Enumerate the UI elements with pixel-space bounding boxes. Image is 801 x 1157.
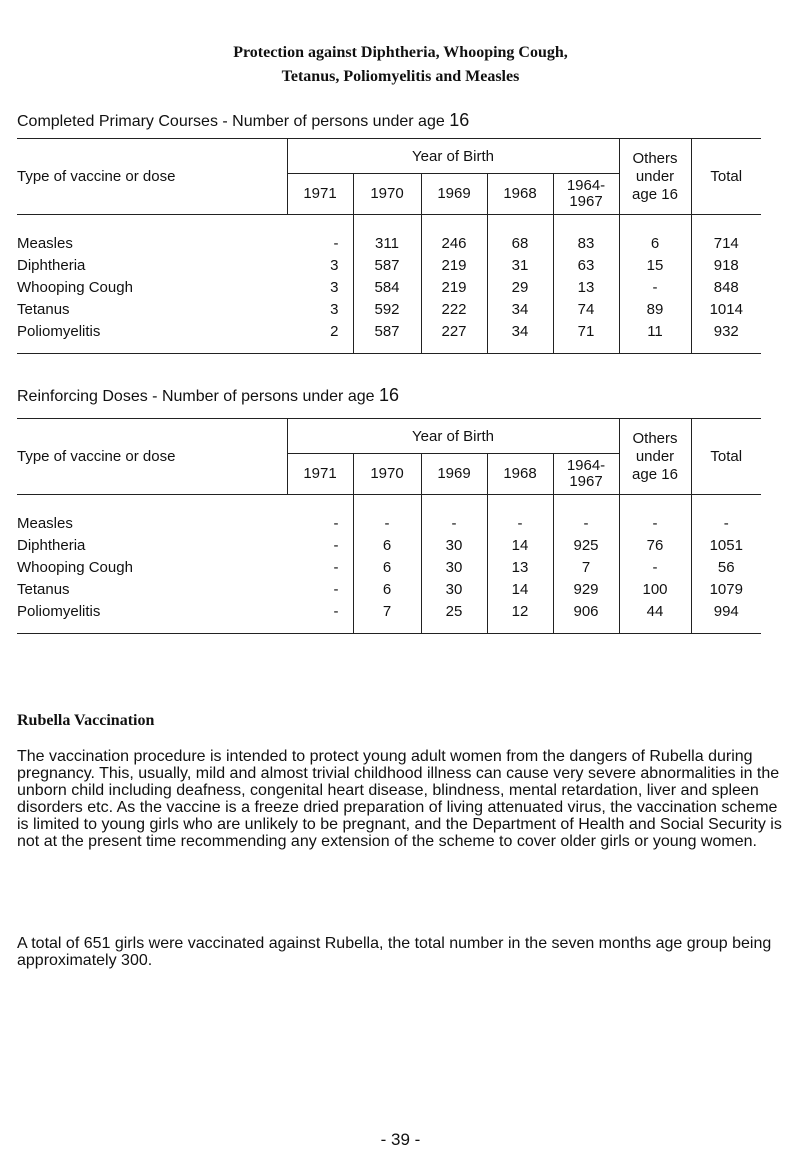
table-row xyxy=(17,255,761,277)
table-cell: 15 xyxy=(619,255,691,277)
row-label: Poliomyelitis xyxy=(17,321,287,354)
table-cell: 1051 xyxy=(691,535,761,557)
year-header: 1970 xyxy=(353,174,421,215)
table-cell: 219 xyxy=(421,277,487,299)
year-header: 1968 xyxy=(487,174,553,215)
table-cell: - xyxy=(333,559,339,576)
page-number: - 39 - xyxy=(380,1130,421,1149)
completed-heading-text: Completed Primary Courses - Number of persons under age xyxy=(17,113,445,130)
table-cell: 25 xyxy=(421,601,487,634)
table-cell: - xyxy=(553,495,619,536)
row-label: Diphtheria xyxy=(17,257,86,274)
table-cell: 68 xyxy=(487,215,553,256)
table-cell: 2 xyxy=(287,321,353,354)
table-cell: 30 xyxy=(421,557,487,579)
table-row xyxy=(17,215,761,256)
row-label: Measles xyxy=(17,515,73,532)
table-cell: 932 xyxy=(691,321,761,354)
total-header: Total xyxy=(691,419,761,495)
year-header: 1964- 1967 xyxy=(553,454,619,495)
table-cell: 6 xyxy=(619,215,691,256)
table-cell: 848 xyxy=(691,277,761,299)
table-cell: 6 xyxy=(353,579,421,601)
table-cell: 994 xyxy=(691,601,761,634)
table-cell: 44 xyxy=(619,601,691,634)
page-title-line1: Protection against Diphtheria, Whooping Cough, xyxy=(233,44,568,61)
table-row xyxy=(17,277,761,299)
reinforcing-doses-table xyxy=(17,418,761,634)
table-cell: 34 xyxy=(487,299,553,321)
table-cell: 227 xyxy=(421,321,487,354)
table-cell: 3 xyxy=(330,279,339,296)
table-cell: 7 xyxy=(353,601,421,634)
type-header: Type of vaccine or dose xyxy=(17,139,287,215)
table-cell: 12 xyxy=(487,601,553,634)
table-cell: 219 xyxy=(421,255,487,277)
table-cell: 7 xyxy=(553,557,619,579)
table-row xyxy=(17,557,761,579)
table-cell: 584 xyxy=(353,277,421,299)
table-cell: 30 xyxy=(421,579,487,601)
header-row xyxy=(17,139,761,174)
completed-heading-age: 16 xyxy=(449,110,470,130)
row-label: Tetanus xyxy=(17,301,70,318)
table-cell: - xyxy=(287,601,353,634)
table-cell: 100 xyxy=(619,579,691,601)
table-cell: 714 xyxy=(691,215,761,256)
table-cell: - xyxy=(353,495,421,536)
rubella-paragraph-2: A total of 651 girls were vaccinated against Rubella, the total number in the seven months age group being approximately 300. xyxy=(17,935,772,969)
table-cell: 31 xyxy=(487,255,553,277)
table-cell: - xyxy=(487,495,553,536)
reinforcing-heading-age: 16 xyxy=(378,385,399,405)
reinforcing-heading xyxy=(17,385,399,406)
table-cell: 918 xyxy=(691,255,761,277)
table-cell: 30 xyxy=(421,535,487,557)
table-cell: 3 xyxy=(330,301,339,318)
table-cell: - xyxy=(333,515,339,532)
table-cell: 6 xyxy=(353,535,421,557)
rubella-heading: Rubella Vaccination xyxy=(17,712,155,729)
table-cell: 34 xyxy=(487,321,553,354)
table-cell: 906 xyxy=(553,601,619,634)
table-cell: 1079 xyxy=(691,579,761,601)
year-header: 1971 xyxy=(287,174,353,215)
table-cell: 246 xyxy=(421,215,487,256)
year-header: 1969 xyxy=(421,454,487,495)
completed-heading xyxy=(17,110,469,131)
table-cell: 222 xyxy=(421,299,487,321)
table-cell: 3 xyxy=(330,257,339,274)
table-cell: - xyxy=(333,581,339,598)
table-row xyxy=(17,299,761,321)
table-cell: 311 xyxy=(353,215,421,256)
header-row xyxy=(17,419,761,454)
table-cell: 56 xyxy=(691,557,761,579)
table-cell: 587 xyxy=(353,255,421,277)
table-cell: 74 xyxy=(553,299,619,321)
table-cell: 13 xyxy=(487,557,553,579)
year-of-birth-header: Year of Birth xyxy=(287,419,619,454)
row-label: Whooping Cough xyxy=(17,559,133,576)
table-cell: - xyxy=(333,235,339,252)
table-cell: 592 xyxy=(353,299,421,321)
table-row xyxy=(17,495,761,536)
year-header: 1964- 1967 xyxy=(553,174,619,215)
table-cell: 929 xyxy=(553,579,619,601)
table-cell: 14 xyxy=(487,535,553,557)
year-header: 1969 xyxy=(421,174,487,215)
reinforcing-heading-text: Reinforcing Doses - Number of persons under age xyxy=(17,388,375,405)
others-header: Others under age 16 xyxy=(619,419,691,495)
table-cell: - xyxy=(619,277,691,299)
table-cell: 13 xyxy=(553,277,619,299)
table-cell: - xyxy=(333,537,339,554)
row-label: Tetanus xyxy=(17,581,70,598)
row-label: Whooping Cough xyxy=(17,279,133,296)
year-header: 1971 xyxy=(287,454,353,495)
table-cell: 14 xyxy=(487,579,553,601)
page-title-line2: Tetanus, Poliomyelitis and Measles xyxy=(281,68,520,85)
table-cell: 6 xyxy=(353,557,421,579)
year-header: 1970 xyxy=(353,454,421,495)
table-cell: 587 xyxy=(353,321,421,354)
table-cell: 925 xyxy=(553,535,619,557)
table-cell: 63 xyxy=(553,255,619,277)
table-cell: 89 xyxy=(619,299,691,321)
others-header: Others under age 16 xyxy=(619,139,691,215)
table-cell: - xyxy=(619,557,691,579)
table-cell: 29 xyxy=(487,277,553,299)
table-row xyxy=(17,535,761,557)
completed-primary-table xyxy=(17,138,761,354)
table-cell: 71 xyxy=(553,321,619,354)
table-row xyxy=(17,579,761,601)
table-cell: 83 xyxy=(553,215,619,256)
row-label: Measles xyxy=(17,235,73,252)
table-cell: 1014 xyxy=(691,299,761,321)
year-of-birth-header: Year of Birth xyxy=(287,139,619,174)
table-cell: - xyxy=(619,495,691,536)
table-cell: 11 xyxy=(619,321,691,354)
row-label: Poliomyelitis xyxy=(17,601,287,634)
table-cell: - xyxy=(691,495,761,536)
year-header: 1968 xyxy=(487,454,553,495)
type-header: Type of vaccine or dose xyxy=(17,419,287,495)
total-header: Total xyxy=(691,139,761,215)
table-row xyxy=(17,601,761,634)
table-cell: 76 xyxy=(619,535,691,557)
rubella-paragraph-1: The vaccination procedure is intended to protect young adult women from the dangers of Rubella during pregnancy. This, usually, mild and almost trivial childhood illness can cause very severe abnormalities in the unborn child including deafness, congenital heart disease, blindness, mental retardation, liver and spleen disorders etc. As the vaccine is a freeze dried preparation of living attenuated virus, the vaccination scheme is limited to young girls who are unlikely to be pregnant, and the Department of Health and Social Security is not at the present time recommending any extension of the scheme to cover older girls or young women. xyxy=(17,748,782,850)
table-cell: - xyxy=(421,495,487,536)
table-row xyxy=(17,321,761,354)
row-label: Diphtheria xyxy=(17,537,86,554)
